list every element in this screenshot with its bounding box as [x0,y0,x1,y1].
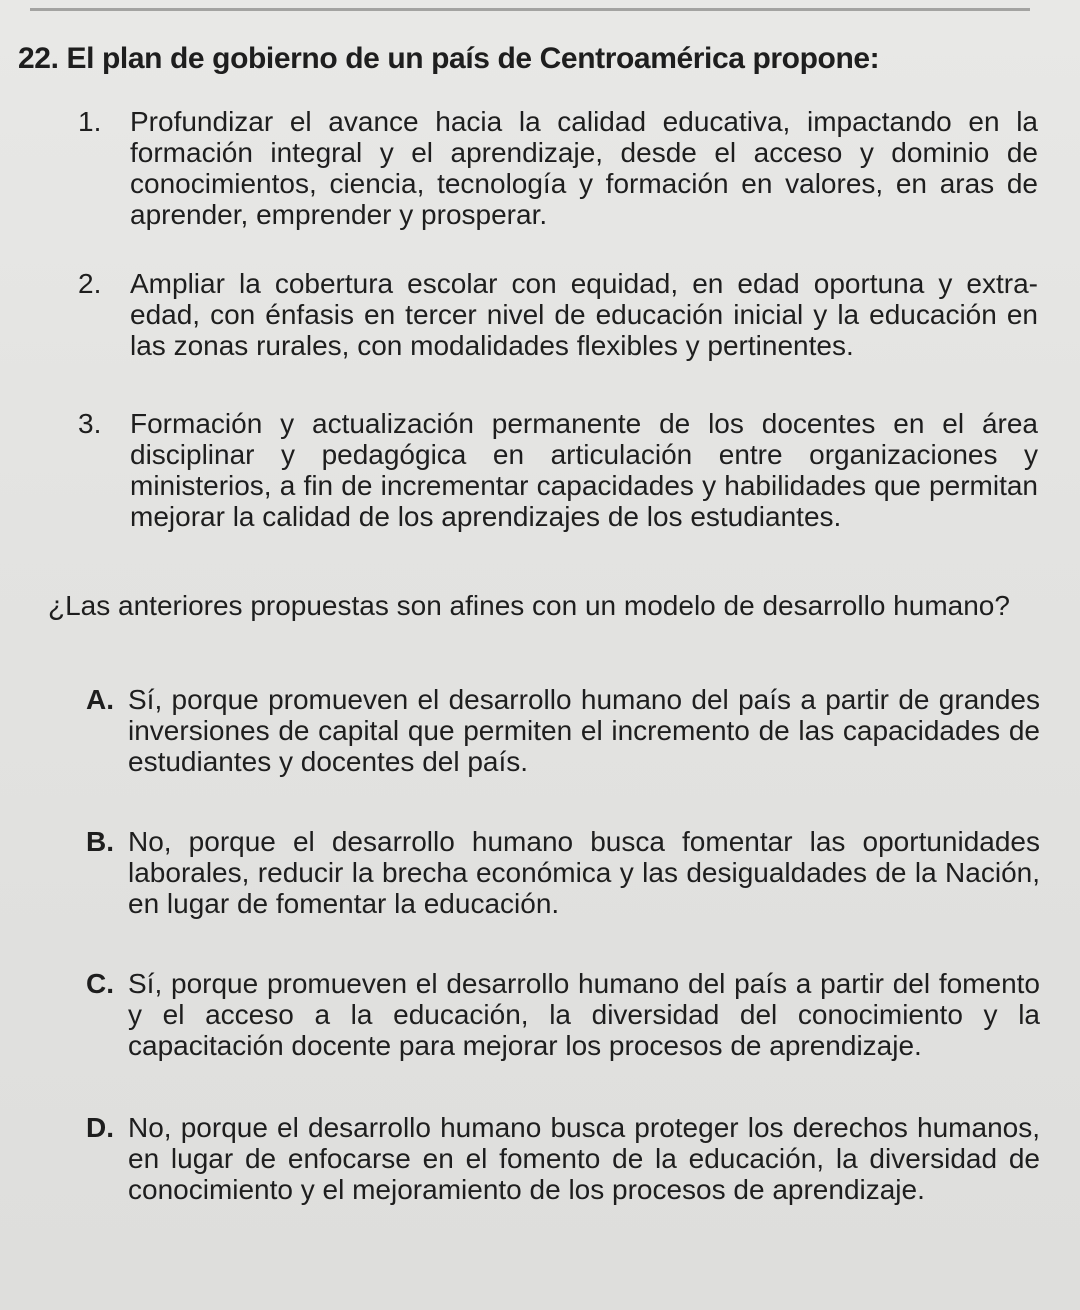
answer-option-c[interactable] [86,968,1040,1061]
option-text: No, porque el desarrollo humano busca proteger los derechos humanos, en lugar de enfocarse en el fomento de la educación, la diversidad de conocimiento y el mejoramiento de los procesos de aprendizaje. [128,1112,1040,1205]
top-divider [30,8,1030,11]
proposal-text: Ampliar la cobertura escolar con equidad, en edad oportuna y extra-edad, con énfasis en tercer nivel de educación inicial y la educación en las zonas rurales, con modalidades flexibles y pertinentes. [130,268,1038,361]
option-letter: A. [86,684,114,715]
proposal-number: 2. [78,268,102,299]
question-number: 22. [18,42,59,75]
proposal-text: Profundizar el avance hacia la calidad educativa, impactando en la formación integral y el aprendizaje, desde el acceso y dominio de conocimientos, ciencia, tecnología y formación en valores, en aras de aprender, emprender y prosperar. [130,106,1038,230]
option-text: Sí, porque promueven el desarrollo humano del país a partir del fomento y el acceso a la educación, la diversidad del conocimiento y la capacitación docente para mejorar los procesos de aprendizaje. [128,968,1040,1061]
answer-option-d[interactable] [86,1112,1040,1205]
proposal-item-1 [78,106,1038,230]
question-title [18,42,1068,76]
answer-option-a[interactable] [86,684,1040,777]
option-letter: D. [86,1112,114,1143]
question-prompt: ¿Las anteriores propuestas son afines con un modelo de desarrollo humano? [48,590,1010,621]
proposal-text: Formación y actualización permanente de los docentes en el área disciplinar y pedagógica en articulación entre organizaciones y ministerios, a fin de incrementar capacidades y habilidades que permitan mejorar la calidad de los aprendizajes de los estudiantes. [130,408,1038,532]
option-letter: B. [86,826,114,857]
option-letter: C. [86,968,114,999]
proposal-item-2 [78,268,1038,361]
question-heading: El plan de gobierno de un país de Centroamérica propone: [66,42,880,75]
proposal-number: 1. [78,106,102,137]
answer-option-b[interactable] [86,826,1040,919]
proposal-number: 3. [78,408,102,439]
option-text: Sí, porque promueven el desarrollo humano del país a partir de grandes inversiones de capital que permiten el incremento de las capacidades de estudiantes y docentes del país. [128,684,1040,777]
option-text: No, porque el desarrollo humano busca fomentar las oportunidades laborales, reducir la brecha económica y las desigualdades de la Nación, en lugar de fomentar la educación. [128,826,1040,919]
proposal-item-3 [78,408,1038,532]
